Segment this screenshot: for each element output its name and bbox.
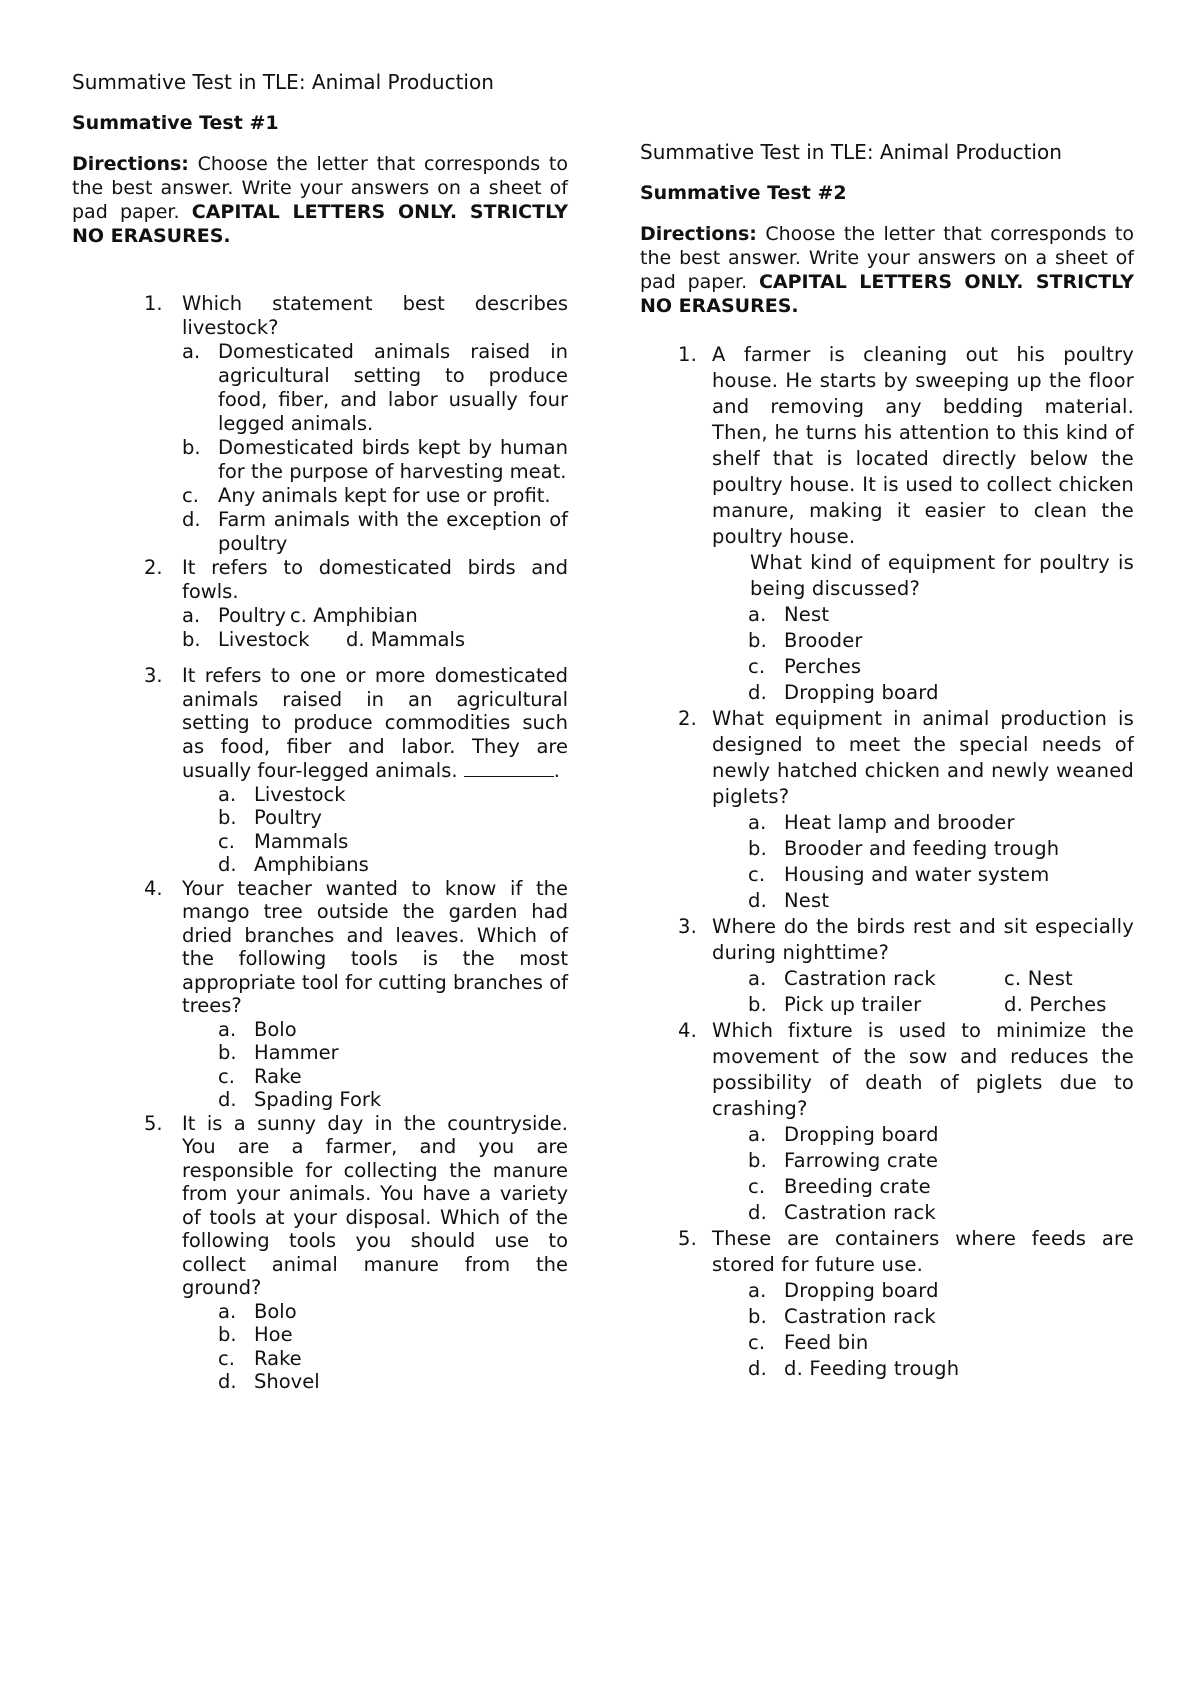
option-text: Feed bin — [784, 1331, 869, 1354]
question-number: 5. — [678, 1227, 698, 1250]
option-text: Dropping board — [784, 1279, 939, 1302]
option-text: Livestock — [254, 782, 346, 806]
option-text: Mammals — [254, 829, 349, 853]
option-letter: c. — [218, 1346, 235, 1370]
option-b — [748, 1304, 1134, 1330]
answer-options — [748, 602, 1134, 706]
option-d — [748, 680, 1134, 706]
option-letter: d. — [748, 1201, 767, 1224]
option-letter: d. — [218, 853, 237, 876]
option-c — [748, 1174, 1134, 1200]
question-text: It is a sunny day in the countryside. You are a farmer, and you are responsible for collecting the manure from your animals. You have a variety of tools at your disposal. Which of the following tools you should use to collect animal manure from the ground? — [182, 1111, 568, 1299]
option-letter: a. — [748, 1279, 767, 1302]
option-letter: a. — [748, 967, 767, 990]
answer-options — [218, 1300, 568, 1394]
option-text: Domesticated birds kept by human for the purpose of harvesting meat. — [218, 436, 568, 483]
test-2-title: Summative Test #2 — [640, 182, 847, 204]
question-2 — [72, 556, 568, 652]
option-letter: b. — [218, 1323, 237, 1346]
question-number: 3. — [144, 664, 163, 687]
question-1 — [72, 292, 568, 556]
option-letter: a. — [218, 1017, 237, 1041]
option-letter: b. — [218, 1041, 237, 1064]
option-text: Livestock — [218, 628, 310, 651]
option-c — [218, 1347, 568, 1371]
option-text: Amphibians — [254, 853, 369, 876]
option-row-bd — [748, 992, 1134, 1018]
option-letter: a. — [748, 1123, 767, 1146]
question-text-body: It refers to one or more domesticated animals raised in an agricultural setting to produce commodities such as food, fiber and labor. They are usually four-legged animals. — [182, 664, 568, 782]
question-4 — [72, 877, 568, 1112]
option-letter: a. — [182, 340, 201, 363]
question-text: Your teacher wanted to know if the mango tree outside the garden had dried branches and leaves. Which of the following tools is the most appropriate tool for cutting branches of trees? — [182, 876, 568, 1017]
option-text: Any animals kept for use or profit. — [218, 484, 551, 507]
option-letter: c. — [748, 1175, 766, 1198]
option-text: Poultry — [218, 604, 286, 627]
answer-options — [748, 1122, 1134, 1226]
option-b — [218, 1041, 568, 1065]
option-b — [218, 1323, 568, 1347]
question-3 — [640, 914, 1134, 1018]
option-text: Housing and water system — [784, 863, 1050, 886]
option-d — [218, 853, 568, 877]
directions-label: Directions: — [640, 223, 757, 245]
answer-options — [218, 783, 568, 877]
option-letter: d. — [218, 1088, 237, 1111]
option-text: c. Amphibian — [289, 604, 418, 627]
option-text: Castration rack — [784, 1201, 936, 1224]
option-c — [218, 830, 568, 854]
option-d — [182, 508, 568, 556]
option-d — [748, 1356, 1134, 1382]
option-letter: c. — [218, 1064, 235, 1088]
option-letter: b. — [218, 806, 237, 829]
option-a — [748, 1278, 1134, 1304]
question-text: What equipment in animal production is designed to meet the special needs of newly hatched chicken and newly weaned piglets? — [712, 707, 1134, 808]
option-text: Bolo — [254, 1017, 297, 1041]
test-2-questions — [640, 342, 1134, 1382]
option-text: Pick up trailer — [784, 993, 922, 1016]
option-letter: c. — [182, 484, 199, 507]
option-letter: b. — [748, 1149, 767, 1172]
question-text — [182, 664, 568, 783]
question-text: Which statement best describes livestock? — [182, 292, 568, 339]
option-text: Heat lamp and brooder — [784, 811, 1015, 834]
question-number: 1. — [144, 292, 163, 315]
question-text: These are containers where feeds are stored for future use. — [712, 1227, 1134, 1276]
option-d — [748, 888, 1134, 914]
option-c — [748, 1330, 1134, 1356]
question-text: It refers to domesticated birds and fowls. — [182, 556, 568, 603]
option-text: c. Nest — [1004, 967, 1073, 990]
option-letter: c. — [748, 863, 766, 886]
option-c — [182, 484, 568, 508]
option-b — [748, 836, 1134, 862]
option-letter: d. — [748, 681, 767, 704]
option-text: Bolo — [254, 1299, 297, 1323]
option-text: Hoe — [254, 1323, 293, 1346]
option-text: Brooder — [784, 629, 863, 652]
question-suffix: . — [553, 759, 560, 782]
option-letter: a. — [182, 604, 201, 627]
option-b — [218, 806, 568, 830]
option-text: Nest — [784, 889, 830, 912]
option-letter: d. — [218, 1370, 237, 1393]
option-letter: a. — [218, 1299, 237, 1323]
directions-text: Choose the letter that corresponds to the best answer. Write your answers on a sheet of pad paper. — [640, 223, 1134, 293]
option-letter: b. — [182, 628, 201, 651]
option-letter: d. — [748, 889, 767, 912]
option-a — [748, 810, 1134, 836]
option-text: Rake — [254, 1346, 302, 1370]
question-5 — [640, 1226, 1134, 1382]
answer-options — [748, 1278, 1134, 1382]
test-1-questions — [72, 292, 568, 1394]
test-1-header: Summative Test in TLE: Animal Production — [72, 70, 494, 94]
option-text: Farrowing crate — [784, 1149, 939, 1172]
question-text: Where do the birds rest and sit especially during nighttime? — [712, 915, 1134, 964]
question-number: 1. — [678, 343, 698, 366]
option-text: Perches — [784, 655, 862, 678]
answer-blank — [464, 758, 554, 777]
test-1-column — [72, 70, 568, 1394]
option-row-ac — [748, 966, 1134, 992]
question-followup: What kind of equipment for poultry is being discussed? — [750, 551, 1134, 600]
option-letter: b. — [182, 436, 201, 459]
option-text: Poultry — [254, 806, 322, 829]
option-c — [218, 1065, 568, 1089]
option-text: Castration rack — [784, 1305, 936, 1328]
option-text: Castration rack — [784, 967, 936, 990]
option-text: d. Mammals — [346, 628, 466, 651]
question-3 — [72, 664, 568, 877]
option-letter: c. — [748, 1331, 766, 1354]
option-a — [182, 340, 568, 436]
question-number: 3. — [678, 915, 698, 938]
test-1-title: Summative Test #1 — [72, 112, 279, 134]
option-letter: b. — [748, 629, 767, 652]
directions-emphasis: CAPITAL LETTERS ONLY. STRICTLY NO ERASURES. — [72, 201, 568, 247]
option-text: Nest — [784, 603, 830, 626]
directions-label: Directions: — [72, 153, 189, 175]
option-text: Breeding crate — [784, 1175, 931, 1198]
test-1-directions — [72, 152, 568, 248]
answer-options — [748, 810, 1134, 914]
option-letter: a. — [218, 782, 237, 806]
directions-emphasis: CAPITAL LETTERS ONLY. STRICTLY NO ERASURES. — [640, 271, 1135, 317]
option-text: Rake — [254, 1064, 302, 1088]
option-letter: b. — [748, 993, 767, 1016]
option-a — [218, 1018, 568, 1042]
option-a — [748, 602, 1134, 628]
question-number: 4. — [678, 1019, 698, 1042]
option-letter: b. — [748, 837, 767, 860]
option-letter: a. — [748, 811, 767, 834]
option-letter: b. — [748, 1305, 767, 1328]
test-2-header: Summative Test in TLE: Animal Production — [640, 140, 1062, 164]
option-b — [748, 1148, 1134, 1174]
option-text: Spading Fork — [254, 1088, 382, 1111]
option-d — [748, 1200, 1134, 1226]
answer-options — [182, 340, 568, 556]
option-row-bd — [182, 628, 568, 652]
option-a — [748, 1122, 1134, 1148]
option-d — [218, 1370, 568, 1394]
test-2-directions — [640, 222, 1134, 318]
test-2-column — [640, 140, 1134, 1382]
directions-text: Choose the letter that corresponds to the best answer. Write your answers on a sheet of pad paper. — [72, 153, 568, 223]
option-text: Brooder and feeding trough — [784, 837, 1060, 860]
option-text: Hammer — [254, 1041, 339, 1064]
question-5 — [72, 1112, 568, 1394]
question-number: 2. — [678, 707, 698, 730]
option-b — [748, 628, 1134, 654]
option-letter: c. — [748, 655, 766, 678]
answer-options — [218, 1018, 568, 1112]
question-number: 4. — [144, 876, 163, 900]
option-letter: d. — [748, 1357, 767, 1380]
option-text: Shovel — [254, 1370, 320, 1393]
option-letter: c. — [218, 829, 235, 853]
option-text: Dropping board — [784, 1123, 939, 1146]
option-text: Farm animals with the exception of poultry — [218, 508, 568, 555]
option-a — [218, 783, 568, 807]
option-text: d. Feeding trough — [784, 1357, 960, 1380]
option-letter: d. — [182, 508, 201, 531]
question-number: 2. — [144, 556, 163, 579]
option-text: Domesticated animals raised in agricultural setting to produce food, fiber, and labor usually four legged animals. — [218, 340, 568, 435]
question-4 — [640, 1018, 1134, 1226]
option-d — [218, 1088, 568, 1112]
question-text: A farmer is cleaning out his poultry house. He starts by sweeping up the floor and removing any bedding material. Then, he turns his attention to this kind of shelf that is located directly below the poultry house. It is used to collect chicken manure, making it easier to clean the poultry house. — [712, 343, 1134, 548]
question-2 — [640, 706, 1134, 914]
option-c — [748, 862, 1134, 888]
option-c — [748, 654, 1134, 680]
option-a — [218, 1300, 568, 1324]
option-row-ac — [182, 604, 568, 628]
option-letter: a. — [748, 603, 767, 626]
question-number: 5. — [144, 1111, 163, 1135]
option-b — [182, 436, 568, 484]
option-text: d. Perches — [1004, 993, 1107, 1016]
option-text: Dropping board — [784, 681, 939, 704]
question-1 — [640, 342, 1134, 706]
question-text: Which fixture is used to minimize the movement of the sow and reduces the possibility of death of piglets due to crashing? — [712, 1019, 1134, 1120]
